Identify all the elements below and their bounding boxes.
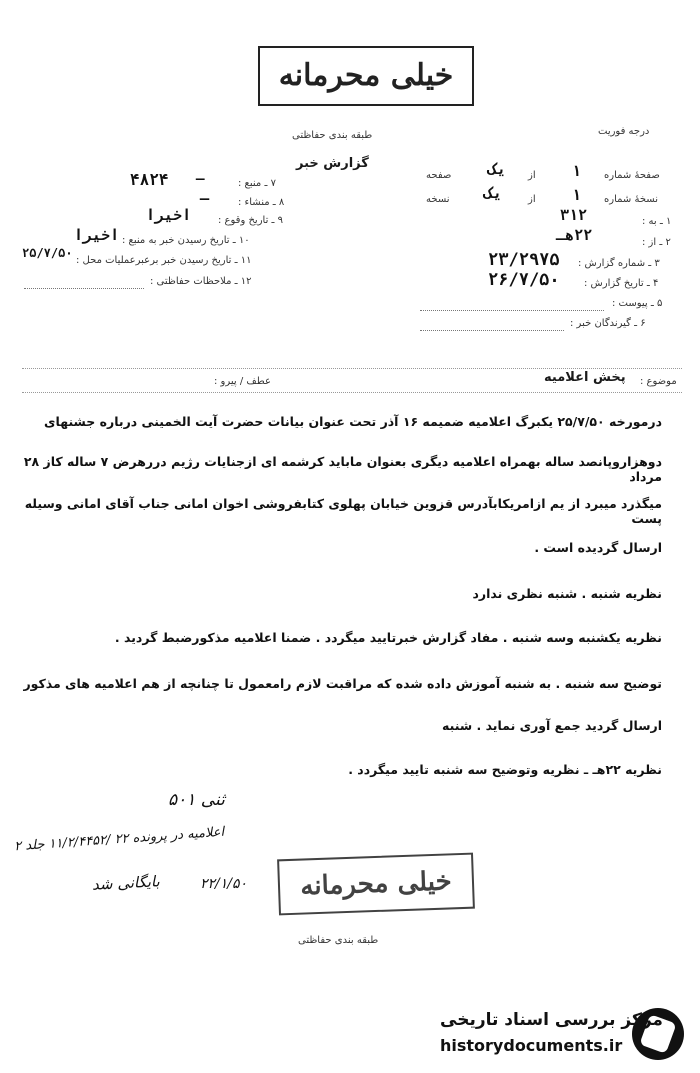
handwritten-date: ۲۲/۱/۵۰ <box>200 876 248 892</box>
body-line-1: درمورخه ۲۵/۷/۵۰ یکبرگ اعلامیه ضمیمه ۱۶ آذر تحت عنوان بیانات حضرت آیت الخمینی درباره جشنهای <box>44 414 662 429</box>
page-of-value: یک <box>488 160 507 178</box>
report-date-label: ۴ ـ تاریخ گزارش : <box>584 278 659 289</box>
copy-of-label: از <box>528 194 536 205</box>
recipients-label: ۶ ـ گیرندگان خبر : <box>570 318 646 329</box>
field-origin-value: ـ <box>200 186 210 204</box>
field-event-date-value: اخیرا <box>146 206 192 224</box>
watermark-url[interactable]: historydocuments.ir <box>440 1036 623 1055</box>
body-line-5: نظریه شنبه . شنبه نظری ندارد <box>472 586 662 601</box>
field-from-label: ۲ ـ از : <box>642 237 671 248</box>
copy-unit-label: نسخه <box>426 194 450 205</box>
watermark-title: مرکز بررسی اسناد تاریخی <box>440 1010 663 1030</box>
page-number-label: صفحهٔ شماره <box>604 170 660 181</box>
body-line-2: دوهزاروپانصد ساله بهمراه اعلامیه دیگری بعنوان ماباید کرشمه ای ازجنایات رژیم دررهرض ۷ ساله کاز ۲۸ مرداد <box>23 454 662 484</box>
field-security-notes-label: ۱۲ ـ ملاحظات حفاظتی : <box>150 276 252 287</box>
attachment-label: ۵ ـ پیوست : <box>612 298 663 309</box>
field-event-date-label: ۹ ـ تاریخ وقوع : <box>218 215 284 226</box>
body-line-3: میگذرد میبرد از یم ازامریکابآدرس قزوین خیابان پهلوی کتابفروشی اخوان امانی جناب آقای امانی وسیله پست <box>24 496 662 526</box>
field-news-to-ops-value: ۲۵/۷/۵۰ <box>22 246 73 260</box>
body-line-7: توضیح سه شنبه . به شنبه آموزش داده شده که مراقبت لازم رامعمول تا چنانچه از هم اعلامیه های مذکور <box>23 676 662 691</box>
subject-label: موضوع : <box>640 376 677 387</box>
field-to-value: ۳۱۲ <box>560 206 588 224</box>
body-line-6: نظریه یکشنبه وسه شنبه . مفاد گزارش خبرتایید میگردد . ضمنا اعلامیه مذکورضبط گردید . <box>114 630 662 645</box>
report-number-label: ۳ ـ شماره گزارش : <box>578 258 660 269</box>
field-origin-label: ۸ ـ منشاء : <box>238 197 285 208</box>
field-source-label: ۷ ـ منبع : <box>238 178 276 189</box>
page-of-label: از <box>528 170 536 181</box>
field-source-value: ۴۸۲۴ <box>130 170 169 189</box>
field-news-to-ops-label: ۱۱ ـ تاریخ رسیدن خبر برعبرعملیات محل : <box>76 255 252 266</box>
top-classification-stamp: خیلی محرمانه <box>258 46 474 106</box>
page-unit-label: صفحه <box>426 170 452 181</box>
handwritten-archive-note: اعلامیه در پرونده ۲۲ /۱۱/۲/۴۴۵۲ جلد ۲ <box>13 824 225 855</box>
document-page: خیلی محرمانه طبقه بندی حفاظتی درجه فوریت گزارش خبر ۷ ـ منبع : ۴۸۲۴ ـ ۸ ـ منشاء : ـ ۹ ـ تاریخ وقوع : اخیرا ۱۰ ـ تاریخ رسیدن خبر به منبع : اخیرا ۱۱ ـ تاریخ رسیدن خبر برعبرعملیات محل : ۲۵/۷/۵۰ ۱۲ ـ ملاحظات حفاظتی : صفحهٔ شماره ۱ از یک صفحه نسخهٔ شماره ۱ از یک نسخه ۱ ـ به : ۳۱۲ ۲ ـ از : ۲۲هـ ۳ ـ شماره گزارش : ۲۳/۲۹۷۵ ۴ ـ تاریخ گزارش : ۲۶/۷/۵۰ ۵ ـ پیوست : ۶ ـ گیرندگان خبر : موضوع : پخش اعلامیه عطف / پیرو : درمورخه ۲۵/۷/۵۰ یکبرگ اعلامیه ضمیمه ۱۶ آذر تحت عنوان بیانات حضرت آیت الخمینی درباره جشنهای دوهزاروپانصد ساله بهمراه اعلامیه دیگری بعنوان ماباید کرشمه ای ازجنایات رژیم دررهرض ۷ ساله کاز ۲۸ مرداد میگذرد میبرد از یم ازامریکابآدرس قزوین خیابان پهلوی کتابفروشی اخوان امانی جناب آقای امانی وسیله پست ارسال گردیده است . نظریه شنبه . شنبه نظری ندارد نظریه یکشنبه وسه شنبه . مفاد گزارش خبرتایید میگردد . ضمنا اعلامیه مذکورضبط گردید . توضیح سه شنبه . به شنبه آموزش داده شده که مراقبت لازم رامعمول تا چنانچه از هم اعلامیه های مذکور ارسال گردید جمع آوری نماید . شنبه نظریه ۲۲هـ ـ نظریه وتوضیح سه شنبه تایید میگردد . ثنی ۵۰۱ اعلامیه در پرونده ۲۲ /۱۱/۲/۴۴۵۲ جلد ۲ بایگانی شد ۲۲/۱/۵۰ خیلی محرمانه طبقه بندی حفاظتی مرکز بررسی اسناد تاریخی historydocuments.ir <box>0 0 700 1073</box>
report-number-value: ۲۳/۲۹۷۵ <box>488 250 560 270</box>
report-title: گزارش خبر <box>296 156 369 171</box>
subject-separator <box>22 392 682 393</box>
classification-label-bottom: طبقه بندی حفاظتی <box>298 935 379 946</box>
body-line-4: ارسال گردیده است . <box>534 540 662 555</box>
field-to-label: ۱ ـ به : <box>642 216 672 227</box>
field-news-to-source-label: ۱۰ ـ تاریخ رسیدن خبر به منبع : <box>122 235 250 246</box>
page-number-value: ۱ <box>572 162 582 180</box>
field-from-value: ۲۲هـ <box>556 226 593 244</box>
bottom-classification-stamp: خیلی محرمانه <box>277 853 475 916</box>
copy-number-value: ۱ <box>572 186 582 204</box>
handwritten-signature: ثنی ۵۰۱ <box>168 790 225 810</box>
urgency-label: درجه فوریت <box>598 126 650 137</box>
copy-number-label: نسخهٔ شماره <box>604 194 658 205</box>
ref-label: عطف / پیرو : <box>214 376 271 387</box>
header-separator <box>22 368 682 369</box>
body-line-9: نظریه ۲۲هـ ـ نظریه وتوضیح سه شنبه تایید میگردد . <box>348 762 662 777</box>
body-line-8: ارسال گردید جمع آوری نماید . شنبه <box>442 718 662 733</box>
copy-of-value: یک <box>484 184 503 202</box>
subject-value: پخش اعلامیه <box>544 370 626 385</box>
field-news-to-source-value: اخیرا <box>74 226 120 244</box>
report-date-value: ۲۶/۷/۵۰ <box>488 270 560 290</box>
handwritten-archived: بایگانی شد <box>91 872 161 894</box>
classification-label-top: طبقه بندی حفاظتی <box>292 130 373 141</box>
